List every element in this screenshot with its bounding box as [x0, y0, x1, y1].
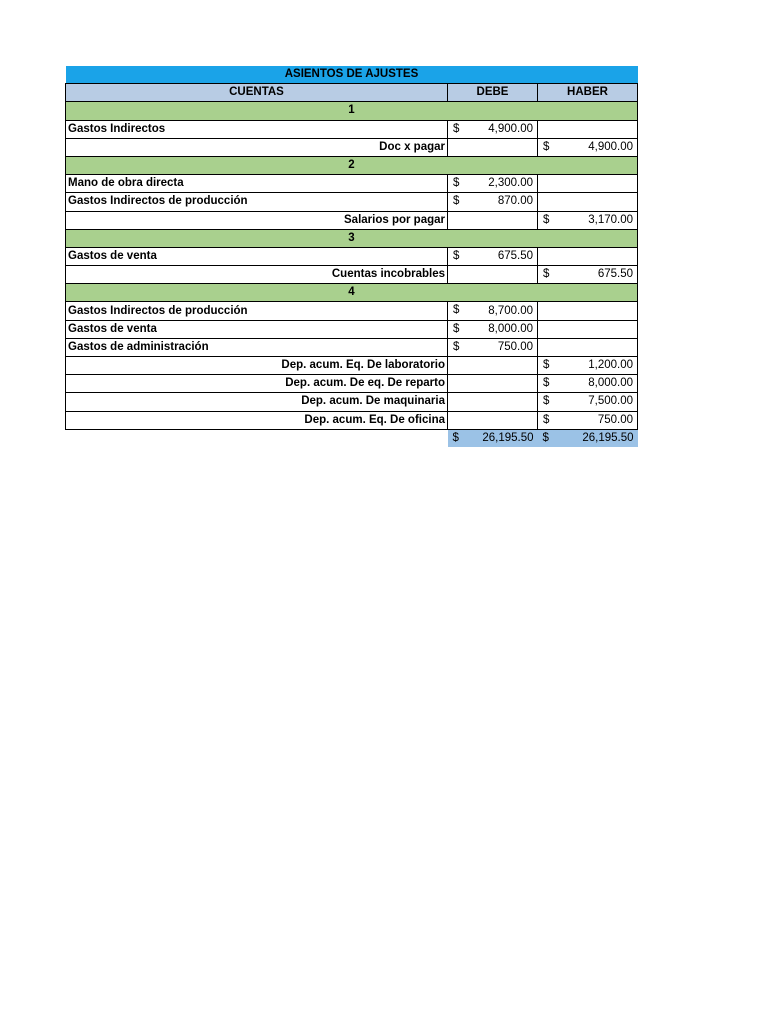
currency-symbol: $: [453, 322, 460, 335]
entry-header-row: [66, 102, 638, 120]
account-cell[interactable]: Salarios por pagar: [66, 211, 448, 229]
amount: 8,700.00: [488, 304, 533, 317]
table-row: [66, 138, 638, 156]
currency-symbol: $: [542, 431, 549, 444]
debe-cell[interactable]: [448, 175, 538, 193]
account-cell[interactable]: Cuentas incobrables: [66, 266, 448, 284]
amount: 3,170.00: [588, 213, 633, 226]
entry-number[interactable]: 4: [66, 284, 638, 302]
debe-cell[interactable]: [448, 393, 538, 411]
header-haber[interactable]: HABER: [538, 84, 638, 102]
currency-symbol: $: [543, 413, 550, 426]
haber-cell[interactable]: [538, 320, 638, 338]
account-cell[interactable]: Dep. acum. De eq. De reparto: [66, 375, 448, 393]
table-row: [66, 338, 638, 356]
currency-symbol: $: [453, 340, 460, 353]
amount: 870.00: [497, 195, 533, 208]
debe-cell[interactable]: [448, 338, 538, 356]
currency-symbol: $: [543, 395, 550, 408]
haber-cell[interactable]: [538, 302, 638, 320]
currency-symbol: $: [543, 268, 550, 281]
account-cell[interactable]: Dep. acum. De maquinaria: [66, 393, 448, 411]
totals-spacer: [66, 429, 448, 447]
entry-header-row: [66, 156, 638, 174]
table-row: [66, 120, 638, 138]
debe-cell[interactable]: [448, 120, 538, 138]
haber-cell[interactable]: [538, 120, 638, 138]
table-row: [66, 211, 638, 229]
currency-symbol: $: [543, 377, 550, 390]
entry-number[interactable]: 3: [66, 229, 638, 247]
debe-cell[interactable]: [448, 302, 538, 320]
account-cell[interactable]: Gastos de venta: [66, 247, 448, 265]
adjusting-entries-table: [65, 66, 638, 447]
amount: 675.50: [597, 268, 633, 281]
table-row: [66, 357, 638, 375]
totals-row: [66, 429, 638, 447]
account-cell[interactable]: Gastos Indirectos de producción: [66, 302, 448, 320]
entry-number[interactable]: 1: [66, 102, 638, 120]
table-body: [66, 66, 638, 447]
debe-cell[interactable]: [448, 357, 538, 375]
haber-cell[interactable]: [538, 393, 638, 411]
haber-cell[interactable]: [538, 266, 638, 284]
haber-cell[interactable]: [538, 247, 638, 265]
total-debe-cell[interactable]: [448, 429, 538, 447]
title-row: [66, 66, 638, 84]
haber-cell[interactable]: [538, 211, 638, 229]
debe-cell[interactable]: [448, 211, 538, 229]
haber-cell[interactable]: [538, 357, 638, 375]
table-row: [66, 320, 638, 338]
currency-symbol: $: [543, 359, 550, 371]
amount: 4,900.00: [588, 140, 633, 153]
table-row: [66, 193, 638, 211]
total-haber-cell[interactable]: [538, 429, 638, 447]
amount: 8,000.00: [488, 322, 533, 335]
account-cell[interactable]: Doc x pagar: [66, 138, 448, 156]
amount: 2,300.00: [488, 177, 533, 190]
debe-cell[interactable]: [448, 193, 538, 211]
table-row: [66, 393, 638, 411]
currency-symbol: $: [453, 249, 460, 262]
haber-cell[interactable]: [538, 175, 638, 193]
entry-number[interactable]: 2: [66, 156, 638, 174]
currency-symbol: $: [453, 304, 460, 317]
debe-cell[interactable]: [448, 266, 538, 284]
amount: 750.00: [497, 340, 533, 353]
debe-cell[interactable]: [448, 320, 538, 338]
entry-header-row: [66, 284, 638, 302]
account-cell[interactable]: Gastos Indirectos: [66, 120, 448, 138]
header-cuentas[interactable]: CUENTAS: [66, 84, 448, 102]
currency-symbol: $: [543, 213, 550, 226]
currency-symbol: $: [452, 431, 459, 444]
sheet-title[interactable]: ASIENTOS DE AJUSTES: [66, 66, 638, 84]
account-cell[interactable]: Dep. acum. Eq. De laboratorio: [66, 357, 448, 375]
header-debe[interactable]: DEBE: [448, 84, 538, 102]
table-row: [66, 302, 638, 320]
haber-cell[interactable]: [538, 138, 638, 156]
amount: 8,000.00: [588, 377, 633, 390]
currency-symbol: $: [453, 177, 460, 190]
amount: 675.50: [497, 249, 533, 262]
table-row: [66, 375, 638, 393]
currency-symbol: $: [453, 195, 460, 208]
amount: 26,195.50: [582, 431, 634, 444]
amount: 750.00: [597, 413, 633, 426]
haber-cell[interactable]: [538, 411, 638, 429]
debe-cell[interactable]: [448, 411, 538, 429]
debe-cell[interactable]: [448, 138, 538, 156]
currency-symbol: $: [543, 140, 550, 153]
account-cell[interactable]: Gastos Indirectos de producción: [66, 193, 448, 211]
amount: 26,195.50: [482, 431, 534, 444]
amount: 4,900.00: [488, 122, 533, 135]
account-cell[interactable]: Mano de obra directa: [66, 175, 448, 193]
header-row: [66, 84, 638, 102]
haber-cell[interactable]: [538, 193, 638, 211]
account-cell[interactable]: Gastos de administración: [66, 338, 448, 356]
debe-cell[interactable]: [448, 247, 538, 265]
haber-cell[interactable]: [538, 338, 638, 356]
entry-header-row: [66, 229, 638, 247]
table-row: [66, 247, 638, 265]
haber-cell[interactable]: [538, 375, 638, 393]
table-row: [66, 175, 638, 193]
amount: 1,200.00: [588, 359, 633, 372]
amount: 7,500.00: [588, 395, 633, 408]
account-cell[interactable]: Dep. acum. Eq. De oficina: [66, 411, 448, 429]
table-row: [66, 266, 638, 284]
account-cell[interactable]: Gastos de venta: [66, 320, 448, 338]
table-row: [66, 411, 638, 429]
debe-cell[interactable]: [448, 375, 538, 393]
currency-symbol: $: [453, 122, 460, 135]
